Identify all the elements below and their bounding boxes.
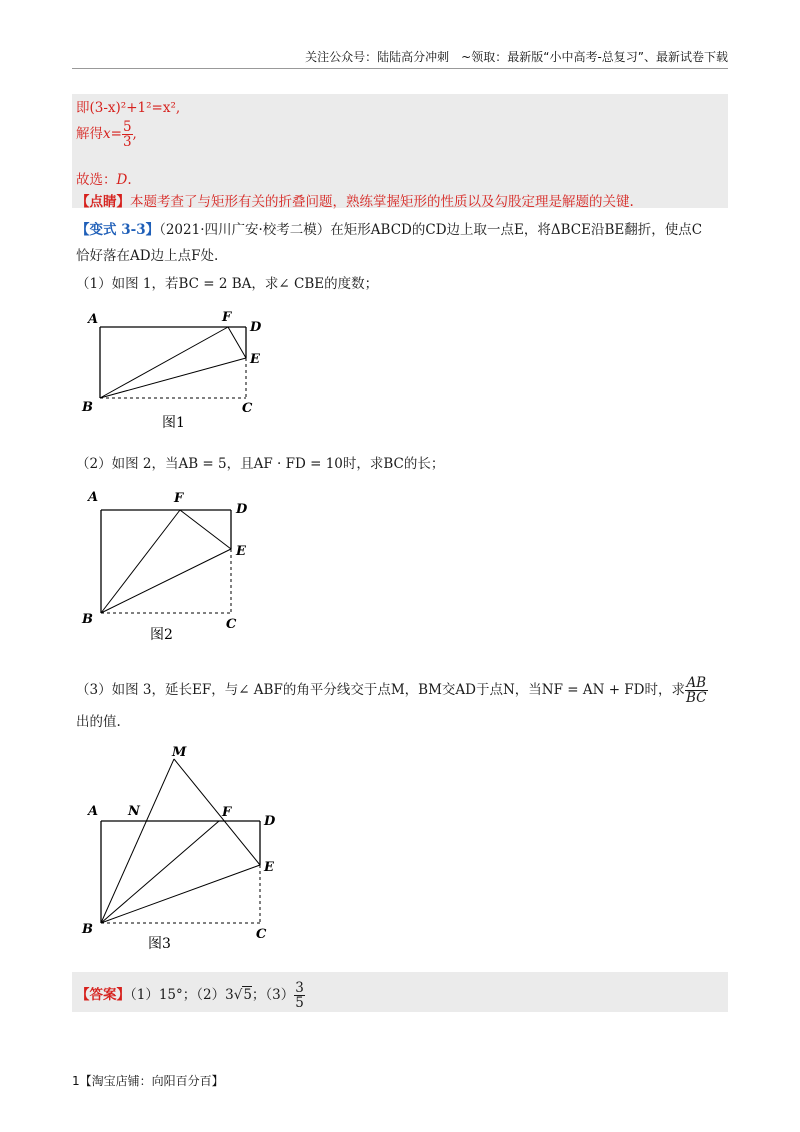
fig1-label-B: B xyxy=(82,400,93,415)
page-header: 关注公众号：陆陆高分冲刺 ~领取：最新版“小中高考-总复习”、最新试卷下载 xyxy=(305,50,728,64)
problem-source: （2021·四川广安·校考二模） xyxy=(159,222,331,238)
question-2: （2）如图 2，当AB = 5，且AF · FD = 10时，求BC的长； xyxy=(76,456,445,472)
fig1-line-BE xyxy=(100,358,246,398)
fig3-label-B: B xyxy=(82,922,93,937)
fig2-line-FE xyxy=(180,510,231,549)
fig3-line-BE xyxy=(101,865,260,923)
solve-prefix: 解得 xyxy=(76,126,103,143)
answer-3-fraction xyxy=(294,981,305,1010)
answer-2-suffix: ； xyxy=(251,987,266,1004)
answer-1: （1）15°； xyxy=(130,987,197,1004)
choice-suffix: . xyxy=(127,172,132,188)
fig3-label-D: D xyxy=(264,814,276,829)
fig3-label-F: F xyxy=(222,805,232,820)
problem-tag: 【变式 3-3】 xyxy=(76,222,160,238)
answer-tag: 【答案】 xyxy=(76,987,130,1004)
choice-prefix: 故选： xyxy=(76,172,117,188)
fig3-label-A: A xyxy=(88,804,99,819)
problem-stem-1: 在矩形ABCD的CD边上取一点E，将ΔBCE沿BE翻折，使点C xyxy=(330,222,703,238)
fig3-line-BM xyxy=(101,759,174,923)
solve-eq: = xyxy=(110,126,122,143)
question-3-numerator: AB xyxy=(686,675,707,691)
fig2-line-BF xyxy=(101,510,180,613)
comment-tag: 【点睛】 xyxy=(76,194,130,210)
solve-suffix: , xyxy=(132,126,137,143)
solve-line xyxy=(76,120,137,149)
figure-3 xyxy=(76,740,296,950)
fig3-label-N: N xyxy=(128,804,140,819)
fig3-label-E: E xyxy=(264,860,274,875)
equation-line: 即(3-x)²+1²=x², xyxy=(76,100,181,116)
fig1-label-A: A xyxy=(88,312,99,327)
figure-2 xyxy=(76,485,276,645)
fig1-line-FE xyxy=(228,327,246,358)
fig1-line-BF xyxy=(100,327,228,398)
fig1-label-E: E xyxy=(250,352,260,367)
fig3-label-C: C xyxy=(256,927,267,942)
header-rule xyxy=(72,68,728,69)
fig3-line-BF xyxy=(101,821,219,923)
solve-denominator: 3 xyxy=(122,134,132,151)
fig1-caption: 图1 xyxy=(162,415,185,431)
question-3 xyxy=(76,676,708,705)
question-3-denominator: BC xyxy=(686,690,707,707)
answer-block xyxy=(72,972,728,1012)
comment-line xyxy=(76,190,634,210)
figure-1 xyxy=(76,305,296,435)
problem-stem-2: 恰好落在AD边上点F处. xyxy=(76,248,219,264)
choice-value: D xyxy=(116,172,128,188)
question-3-end: 出的值. xyxy=(76,714,121,730)
fig2-label-C: C xyxy=(226,617,237,632)
question-1: （1）如图 1，若BC = 2 BA，求∠ CBE的度数； xyxy=(76,276,379,292)
question-3-fraction xyxy=(685,676,708,705)
question-3-text: （3）如图 3，延长EF，与∠ ABF的角平分线交于点M，BM交AD于点N，当NF = AN + FD时，求 xyxy=(76,682,686,699)
answer-3-prefix: （3） xyxy=(265,987,295,1004)
fig2-label-F: F xyxy=(174,491,184,506)
fig1-label-F: F xyxy=(222,310,232,325)
answer-3-denominator: 5 xyxy=(295,995,304,1012)
solve-numerator: 5 xyxy=(122,119,132,135)
problem-line-1 xyxy=(76,218,702,238)
answer-3-numerator: 3 xyxy=(295,980,304,996)
fig3-caption: 图3 xyxy=(148,936,171,950)
fig2-label-E: E xyxy=(236,544,246,559)
page-footer: 1【淘宝店铺：向阳百分百】 xyxy=(72,1074,224,1088)
fig1-label-D: D xyxy=(250,320,262,335)
answer-line: 【答案】（1）15°；（2）3√5；（3） $\frac{3}{5}$ xyxy=(76,980,304,1012)
fig1-label-C: C xyxy=(242,401,253,416)
fig2-label-B: B xyxy=(82,612,93,627)
solve-var: x xyxy=(103,126,111,143)
fig2-caption: 图2 xyxy=(150,627,173,643)
answer-2-radicand: 5 xyxy=(243,987,252,1004)
fig2-label-A: A xyxy=(88,490,99,505)
fig2-line-BE xyxy=(101,549,231,613)
answer-2-prefix: （2）3 xyxy=(196,987,234,1004)
fig2-label-D: D xyxy=(236,502,248,517)
solve-fraction xyxy=(122,120,133,149)
choice-line xyxy=(76,168,132,188)
solution-block xyxy=(72,94,728,208)
comment-text: 本题考查了与矩形有关的折叠问题，熟练掌握矩形的性质以及勾股定理是解题的关键. xyxy=(130,194,634,210)
fig3-label-M: M xyxy=(172,745,187,760)
